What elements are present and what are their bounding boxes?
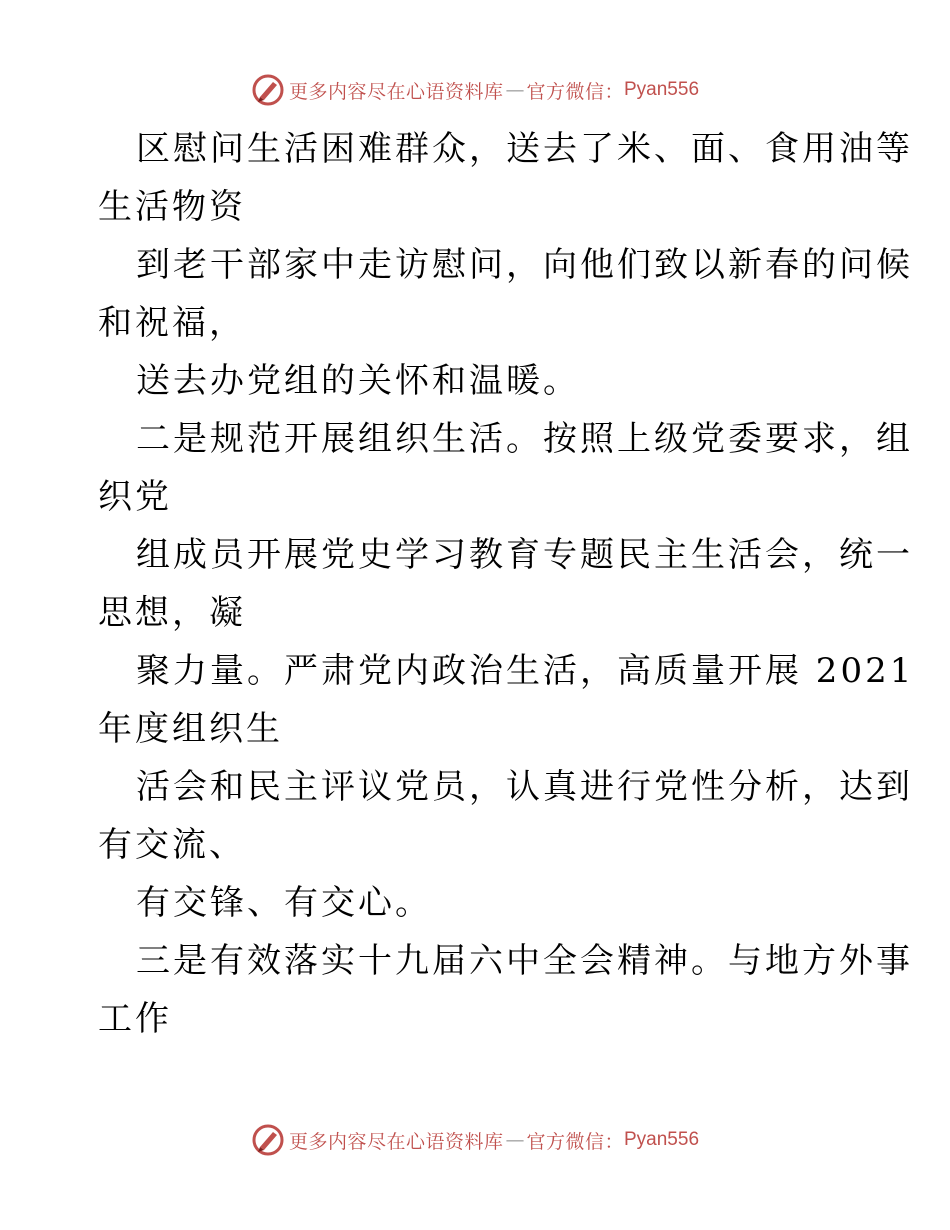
- body-text-line: 思想，凝: [98, 593, 246, 633]
- body-text-line: 生活物资: [98, 187, 246, 227]
- watermark-id: Pyan556: [624, 1129, 700, 1150]
- body-text-line: 送去办党组的关怀和温暖。: [136, 361, 580, 401]
- body-text-line: 和祝福，: [98, 303, 246, 343]
- watermark-text: 更多内容尽在心语资料库: [288, 1130, 504, 1153]
- body-text-line: 活会和民主评议党员，认真进行党性分析，达到: [136, 767, 913, 807]
- pen-logo-icon: [251, 1123, 285, 1157]
- body-text-line: 聚力量。严肃党内政治生活，高质量开展 2021: [136, 651, 915, 691]
- watermark-id: Pyan556: [624, 79, 700, 100]
- body-text-line: 三是有效落实十九届六中全会精神。与地方外事: [136, 941, 913, 981]
- body-text-line: 二是规范开展组织生活。按照上级党委要求，组: [136, 419, 913, 459]
- body-text-line: 到老干部家中走访慰问，向他们致以新春的问候: [136, 245, 913, 285]
- footer-watermark: [0, 1120, 950, 1160]
- document-body: [98, 120, 915, 1048]
- body-text-line: 区慰问生活困难群众，送去了米、面、食用油等: [136, 129, 913, 169]
- watermark-label: 官方微信：: [526, 80, 624, 103]
- body-text-line: 工作: [98, 999, 172, 1039]
- header-watermark: [0, 70, 950, 110]
- body-text-line: 有交锋、有交心。: [136, 883, 432, 923]
- body-text-line: 织党: [98, 477, 172, 517]
- watermark-label: 官方微信：: [526, 1130, 624, 1153]
- body-text-line: 年度组织生: [98, 709, 283, 749]
- pen-logo-icon: [251, 73, 285, 107]
- body-text-line: 组成员开展党史学习教育专题民主生活会，统一: [136, 535, 913, 575]
- watermark-separator: —: [505, 79, 525, 101]
- watermark-text: 更多内容尽在心语资料库: [288, 80, 504, 103]
- watermark-separator: —: [505, 1129, 525, 1151]
- body-text-line: 有交流、: [98, 825, 246, 865]
